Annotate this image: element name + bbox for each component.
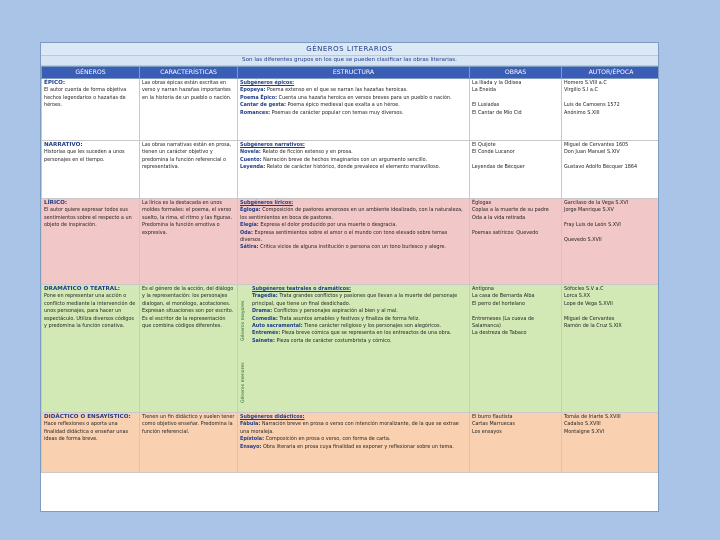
characteristics-cell: Es el género de la acción, del diálogo y la representación: los personajes dialogan, el monólogo, acotaciones. Expresan situaciones son por escrito. Es el escritor de la representación que combina códigos diferentes.: [140, 285, 238, 413]
structure-cell: [238, 79, 470, 141]
subgenre-text: Trata asuntos amables y festivos y finaliza de forma feliz.: [279, 315, 420, 322]
subgenre-item: [240, 164, 467, 171]
work-item: Leyendas de Bécquer: [472, 164, 525, 171]
characteristics-cell: Tienen un fin didáctico y suelen tener como objetivo enseñar. Predomina la función referencial.: [140, 413, 238, 473]
structure-cell: [238, 199, 470, 285]
subgenres-title: Subgéneros narrativos:: [240, 142, 305, 148]
author-item: Ramón de la Cruz S.XIX: [564, 323, 622, 330]
genre-cell: [42, 79, 140, 141]
work-item: La Ilíada y la Odisea: [472, 80, 522, 86]
table-row: [42, 199, 660, 285]
structure-cell: [238, 285, 470, 413]
minor-genres-label: Géneros menores: [241, 362, 246, 404]
author-item: Garcilaso de la Vega S.XVI: [564, 200, 629, 206]
subgenre-text: Composición de pastores amorosos en un ambiente idealizado, con la naturaleza, los sentimientos en boca de pastores.: [240, 207, 463, 221]
author-item: Miguel de Cervantes: [564, 315, 615, 322]
subgenre-label: Tragedia:: [252, 293, 278, 300]
work-item: Poemas satíricos: Quevedo: [472, 229, 539, 236]
work-item: Oda a la vida retirada: [472, 214, 526, 221]
subgenre-text: Critica vicios de alguna institución o persona con un tono burlesco y alegre.: [260, 244, 446, 251]
subgenre-text: Composición en prosa o verso, con forma de carta.: [265, 436, 391, 443]
genre-description: Pone en representar una acción o conflicto mediante la intervención de unos personajes, para hacer un espectáculo. Utiliza diversos códigos y predomina la función conativa.: [44, 293, 136, 330]
subgenre-text: Poema épico medieval que exalta a un héroe.: [287, 102, 400, 109]
work-item: Antígona: [472, 286, 494, 292]
subgenre-label: Cantar de gesta:: [240, 102, 286, 109]
subgenre-text: Pieza breve cómica que se representa en los entreactos de una obra.: [281, 330, 452, 337]
genre-cell: [42, 199, 140, 285]
subgenre-label: Égloga:: [240, 207, 261, 214]
subgenre-text: Relato de carácter histórico, donde prevalece el elemento maravilloso.: [266, 164, 441, 171]
author-item: Homero S.VIII a.C: [564, 80, 607, 86]
header-obras: OBRAS: [470, 67, 562, 79]
subgenre-text: Obra literaria en prosa cuya finalidad es exponer y reflexionar sobre un tema.: [262, 443, 454, 450]
characteristics-cell: La lírica es la destacada en unos moldes formales: el poema, el verso suelto, la rima, el ritmo y las figuras. Predomina la función emotiva o expresiva.: [140, 199, 238, 285]
subgenre-item: [240, 436, 467, 443]
genre-description: El autor cuenta de forma objetiva hechos legendarios o hazañas de héroes.: [44, 87, 127, 109]
structure-cell: [238, 413, 470, 473]
header-row: [42, 67, 660, 79]
work-item: Los ensayos: [472, 428, 502, 435]
author-item: Don Juan Manuel S.XIV: [564, 149, 620, 156]
works-cell: [470, 413, 562, 473]
subgenre-item: [240, 102, 467, 109]
header-autor-epoca: AUTOR/ÉPOCA: [562, 67, 660, 79]
sheet-title: GÉNEROS LITERARIOS: [41, 43, 658, 56]
subgenre-label: Leyenda:: [240, 164, 266, 171]
authors-cell: [562, 285, 660, 413]
subgenre-text: Trata grandes conflictos y pasiones que llevan a la muerte del personaje principal, que tiene un final desdichado.: [252, 293, 458, 307]
author-item: Fray Luis de León S.XVI: [564, 222, 621, 229]
author-item: Miguel de Cervantes 1605: [564, 142, 629, 148]
subgenre-item: [240, 222, 467, 229]
subgenre-label: Drama:: [252, 308, 273, 315]
header-caracteristicas: CARACTERÍSTICAS: [140, 67, 238, 79]
author-item: Anónimo S.XIII: [564, 109, 600, 116]
genres-table: [41, 66, 659, 473]
work-item: [472, 95, 559, 102]
author-item: [564, 95, 658, 102]
authors-cell: [562, 413, 660, 473]
subgenres-title: Subgéneros teatrales o dramáticos:: [252, 286, 351, 292]
characteristics-cell: Las obras épicas están escritas en verso y narran hazañas importantes en la historia de un pueblo o nación.: [140, 79, 238, 141]
works-cell: [470, 199, 562, 285]
genre-name: DRAMÁTICO O TEATRAL:: [44, 286, 120, 292]
subgenre-text: Tiene carácter religioso y los personajes son alegóricos.: [304, 323, 442, 330]
table-row: [42, 79, 660, 141]
subgenre-item: [252, 338, 467, 345]
genre-description: Hace reflexiones o aporta una finalidad didáctica o enseñar unas ideas de forma breve.: [44, 421, 129, 443]
subgenre-label: Entremés:: [252, 330, 281, 337]
author-item: [564, 230, 658, 237]
subgenre-item: [240, 444, 467, 451]
genres-sheet: [40, 42, 659, 512]
work-item: Cartas Marruecas: [472, 421, 515, 428]
genre-name: DIDÁCTICO O ENSAYÍSTICO:: [44, 414, 131, 420]
subgenre-text: Narración breve en prosa o verso con intención moralizante, de la que se extrae una moraleja.: [240, 421, 459, 435]
author-item: Cadalso S.XVIII: [564, 421, 601, 428]
subgenre-text: Relato de ficción extenso y en prosa.: [262, 149, 353, 156]
subgenre-item: [240, 244, 467, 251]
genre-description: El autor quiere expresar todos sus sentimientos sobre el respecto a un objeto de inspiración.: [44, 207, 132, 229]
subgenre-text: Pieza corta de carácter costumbrista y cómico.: [276, 337, 392, 344]
subgenre-text: Narración breve de hechos imaginarios con un argumento sencillo.: [263, 156, 428, 163]
subgenre-item: [240, 230, 467, 245]
table-row: [42, 285, 660, 413]
work-item: [472, 308, 559, 315]
subgenre-text: Poemas de carácter popular con temas muy diversos.: [271, 109, 404, 116]
author-item: Gustavo Adolfo Bécquer 1864: [564, 164, 638, 171]
work-item: Églogas: [472, 200, 492, 206]
subgenre-label: Elegía:: [240, 222, 259, 229]
subgenre-text: Cuenta una hazaña heroica en versos breves para un pueblo o nación.: [278, 94, 452, 101]
genre-description: Historias que les suceden a unos personajes en el tiempo.: [44, 149, 125, 163]
subgenre-item: [240, 207, 467, 222]
subgenre-item: [252, 308, 467, 315]
author-item: Montaigne S.XVI: [564, 428, 605, 435]
author-item: Virgilio S.I a.C: [564, 87, 598, 94]
genre-cell: [42, 413, 140, 473]
table-row: [42, 413, 660, 473]
authors-cell: [562, 141, 660, 199]
works-cell: [470, 79, 562, 141]
subgenre-label: Poema Épico:: [240, 94, 278, 101]
author-item: [564, 308, 658, 315]
subgenre-text: Poema extenso en el que se narran las hazañas heroicas.: [267, 87, 408, 94]
table-body: [42, 79, 660, 473]
subgenre-label: Romances:: [240, 109, 271, 116]
subgenre-item: [240, 110, 467, 117]
subgenre-label: Novela:: [240, 149, 261, 156]
work-item: El Quijote: [472, 142, 496, 148]
genre-cell: [42, 141, 140, 199]
work-item: Coplas a la muerte de su padre: [472, 207, 549, 214]
author-item: Lope de Vega S.XVII: [564, 300, 613, 307]
work-item: [472, 222, 559, 229]
subgenre-item: [240, 87, 467, 94]
subgenre-label: Comedia:: [252, 315, 278, 322]
subgenre-label: Oda:: [240, 229, 253, 236]
subgenre-text: Expresa sentimientos sobre el amor o el mundo con tono elevado sobre temas diversos.: [240, 229, 448, 244]
sheet-subtitle: Son las diferentes grupos en los que se pueden clasificar las obras literarias.: [41, 56, 658, 66]
author-item: Tomás de Iriarte S.XVIII: [564, 414, 621, 420]
major-genres-label: Géneros mayores: [241, 300, 246, 342]
subgenre-label: Epístola:: [240, 436, 265, 443]
subgenre-item: [252, 316, 467, 323]
subgenres-title: Subgéneros líricos:: [240, 200, 294, 206]
author-item: Jorge Manrique S.XV: [564, 207, 614, 214]
work-item: La casa de Bernarda Alba: [472, 293, 535, 300]
header-generos: GÉNEROS: [42, 67, 140, 79]
header-estructura: ESTRUCTURA: [238, 67, 470, 79]
subgenre-text: Conflictos y personajes aspiración al bien y al mal.: [273, 308, 398, 315]
subgenre-item: [252, 293, 467, 308]
subgenre-label: Sátira:: [240, 244, 259, 251]
subgenre-item: [252, 330, 467, 337]
author-item: Sófocles S.V a.C: [564, 286, 604, 292]
subgenre-item: [240, 149, 467, 156]
subgenre-label: Auto sacramental:: [252, 323, 303, 330]
subgenre-label: Cuento:: [240, 156, 262, 163]
works-cell: [470, 285, 562, 413]
work-item: Entremeses (La cueva de Salamanca): [472, 315, 534, 330]
genre-cell: [42, 285, 140, 413]
subgenre-label: Fábula:: [240, 421, 261, 428]
subgenre-label: Epopeya:: [240, 87, 266, 94]
work-item: La Eneida: [472, 87, 496, 94]
work-item: El Lusiadas: [472, 102, 500, 109]
authors-cell: [562, 199, 660, 285]
work-item: El perro del hortelano: [472, 300, 525, 307]
characteristics-cell: Las obras narrativas están en prosa, tienen un carácter objetivo y predomina la función referencial o representativa.: [140, 141, 238, 199]
subgenre-label: Ensayo:: [240, 443, 262, 450]
genre-name: ÉPICO:: [44, 80, 66, 86]
author-item: Quevedo S.XVII: [564, 237, 602, 244]
subgenres-title: Subgéneros épicos:: [240, 80, 295, 86]
structure-cell: [238, 141, 470, 199]
genre-name: NARRATIVO:: [44, 142, 83, 148]
subgenre-label: Sainete:: [252, 337, 275, 344]
author-item: Luis de Camoens 1572: [564, 102, 620, 109]
work-item: El Cantar de Mío Cid: [472, 109, 522, 116]
subgenre-text: Expresa el dolor producido por una muerte o desgracia.: [260, 222, 397, 229]
genre-name: LÍRICO:: [44, 200, 68, 206]
works-cell: [470, 141, 562, 199]
work-item: La destreza de Tabaco: [472, 330, 527, 337]
work-item: El burro flautista: [472, 414, 513, 420]
authors-cell: [562, 79, 660, 141]
author-item: Lorca S.XX: [564, 293, 591, 300]
work-item: El Conde Lucanor: [472, 149, 515, 156]
subgenres-title: Subgéneros didácticos:: [240, 414, 305, 420]
table-row: [42, 141, 660, 199]
subgenre-item: [240, 421, 467, 436]
